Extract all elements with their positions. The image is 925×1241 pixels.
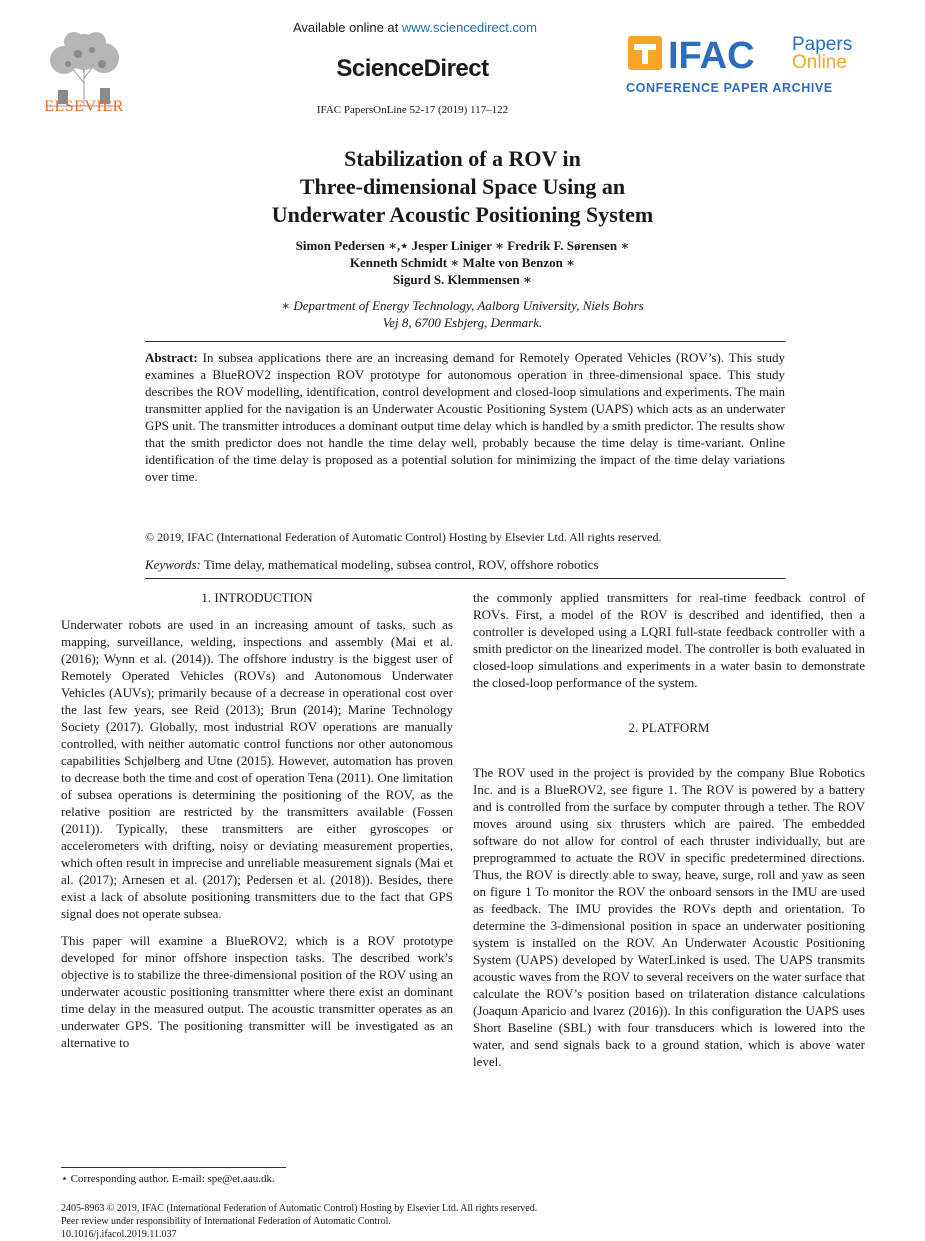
available-online-prefix: Available online at [292,20,402,35]
abstract-bottom-rule [145,578,785,579]
title-line: Stabilization of a ROV in [344,146,581,171]
sciencedirect-wordmark: ScienceDirect [336,55,489,82]
section-heading-introduction: 1. INTRODUCTION [201,590,313,605]
paragraph: This paper will examine a BlueROV2, which is a ROV prototype developed for minor offshore inspection tasks. The described work’s objective is to stabilize the three-dimensional position of the ROV using an underwater acoustic positioning transmitter where there exist an dominant time delay in the measured output. The acoustic transmitter operates as an underwater GPS. The positioning transmitter will be investigated as an alternative to [61,933,453,1050]
abstract-top-rule [145,341,785,342]
left-column [61,589,453,1051]
keywords-label: Keywords: [145,557,201,572]
right-column [473,589,865,1070]
ifac-papersonline-logo [620,30,870,100]
paragraph: the commonly applied transmitters for real-time feedback control of ROVs. First, a model of the ROV is described and identified, then a controller is developed using a LQRI full-state feedback controller with a smith predictor on the linearized model. The controller is both evaluated in closed-loop simulations and experiments in a water basin to demonstrate the closed-loop performance of the system. [473,590,865,690]
elsevier-wordmark: ELSEVIER [44,98,124,115]
keywords-text: Time delay, mathematical modeling, subsea control, ROV, offshore robotics [200,557,599,572]
author-line: Kenneth Schmidt ∗ Malte von Benzon ∗ [349,255,576,270]
available-online-line [255,20,575,35]
keywords [145,557,785,573]
online-logo-text: Online [792,52,847,73]
abstract-text: In subsea applications there are an increasing demand for Remotely Operated Vehicles (ROV’s). This study examines a BlueROV2 inspection ROV prototype for autonomous operation in three-dimensional space. This study describes the ROV modelling, identification, control development and closed-loop simulations and experiments. The main transmitter applied for the navigation is an Underwater Acoustic Positioning System (UAPS) which acts as an underwater GPS unit. The transmitter introduces a dominant output time delay which is handled by a smith predictor. The results show that the smith predictor does not handle the time delay well, probably because the time delay is time-variant. Online identification of the time delay is proposed as a potential solution for minimizing the impact of the time delay variations over time. [145,350,785,484]
affiliation-line: ∗ Department of Energy Technology, Aalborg University, Niels Bohrs [281,298,644,313]
affiliation-line: Vej 8, 6700 Esbjerg, Denmark. [382,315,543,330]
journal-citation: IFAC PapersOnLine 52-17 (2019) 117–122 [316,104,509,116]
abstract [145,349,785,485]
affiliation [150,297,775,331]
author-line: Simon Pedersen ∗,⋆ Jesper Liniger ∗ Fredrik F. Sørensen ∗ [295,238,630,253]
author-list [150,237,775,288]
paragraph: Underwater robots are used in an increasing amount of tasks, such as mapping, surveillance, welding, inspections and assembly (Mai et al. (2016); Wynn et al. (2014)). The offshore industry is the biggest user of Remotely Operated Vehicles (ROVs) and Autonomous Underwater Vehicles (AUVs); primarily because of a decrease in operational cost over the last few years, see Reid (2013); Brun (2014); Marine Technology Society (2017). Globally, most industrial ROV operations are manually controlled, with neither automatic control functions nor other autonomous capabilities Schjølberg and Utne (2015). However, automation has proven to decrease both the time and cost of operation Tena (2011). One limitation of subsea operations is determining the positioning of the ROV, as the relative position are restricted by the transmitters available (Fossen (2011)). Typically, these transmitters are either gyroscopes or accelerometers with drifting, noisy or deviating measurement properties, which often result in imprecise and unreliable measurement signals (Mai et al. (2017); Arnesen et al. (2017); Pedersen et al. (2018)). Besides, there exist a lack of absolute positioning transmitters due to the fact that GPS signal does not operate subsea. [61,617,453,921]
conference-archive-text: CONFERENCE PAPER ARCHIVE [626,81,833,95]
title-line: Three-dimensional Space Using an [299,174,626,199]
abstract-label: Abstract: [145,350,198,365]
paragraph: The ROV used in the project is provided by the company Blue Robotics Inc. and is a BlueROV2, see figure 1. The ROV is powered by a battery and is controlled from the surface by computer through a tether. The ROV moves around using six thrusters which are paired. The embedded software do not allow for control of each thruster individually, but are preprogrammed to actuate the ROV in specific predetermined directions. Thus, the ROV is directly able to sway, heave, surge, roll and yaw as seen on figure 1 To monitor the ROV the onboard sensors in the IMU are used as feedback. The IMU provides the ROVs depth and orientation. To determine the 3-dimensional position in space an underwater positioning system is installed on the ROV. An Underwater Acoustic Positioning System (UAPS) developed by WaterLinked is used. The UAPS transmits acoustic waves from the ROV to several receivers on the water surface that calculate the ROV’s position based on trilateration distance calculations (Joaquın Aparicio and lvarez (2016)). In this configuration the UAPS uses Short Baseline (SBL) with four transducers which is lowered into the water, and send signals back to a ground station, which is above water level. [473,765,865,1069]
paper-title [150,145,775,229]
author-line: Sigurd S. Klemmensen ∗ [393,272,532,287]
papers-logo-text: Papers [792,34,853,55]
title-line: Underwater Acoustic Positioning System [271,202,654,227]
copyright-notice: © 2019, IFAC (International Federation of Automatic Control) Hosting by Elsevier Ltd. All rights reserved. [145,530,662,544]
peer-review-line: Peer review under responsibility of International Federation of Automatic Control. [61,1216,391,1227]
section-heading-platform: 2. PLATFORM [628,720,710,735]
doi-link[interactable]: 10.1016/j.ifacol.2019.11.037 [61,1229,177,1240]
issn-copyright-line: 2405-8963 © 2019, IFAC (International Federation of Automatic Control) Hosting by Elsevier Ltd. All rights reserved. [61,1203,538,1214]
sciencedirect-url-link[interactable]: www.sciencedirect.com [401,20,537,35]
footnote-rule [61,1167,286,1168]
ifac-logo-text: IFAC [668,35,755,77]
bottom-publication-info [61,1202,861,1241]
footnote: ⋆ Corresponding author. E-mail: spe@et.aau.dk. [61,1173,275,1185]
